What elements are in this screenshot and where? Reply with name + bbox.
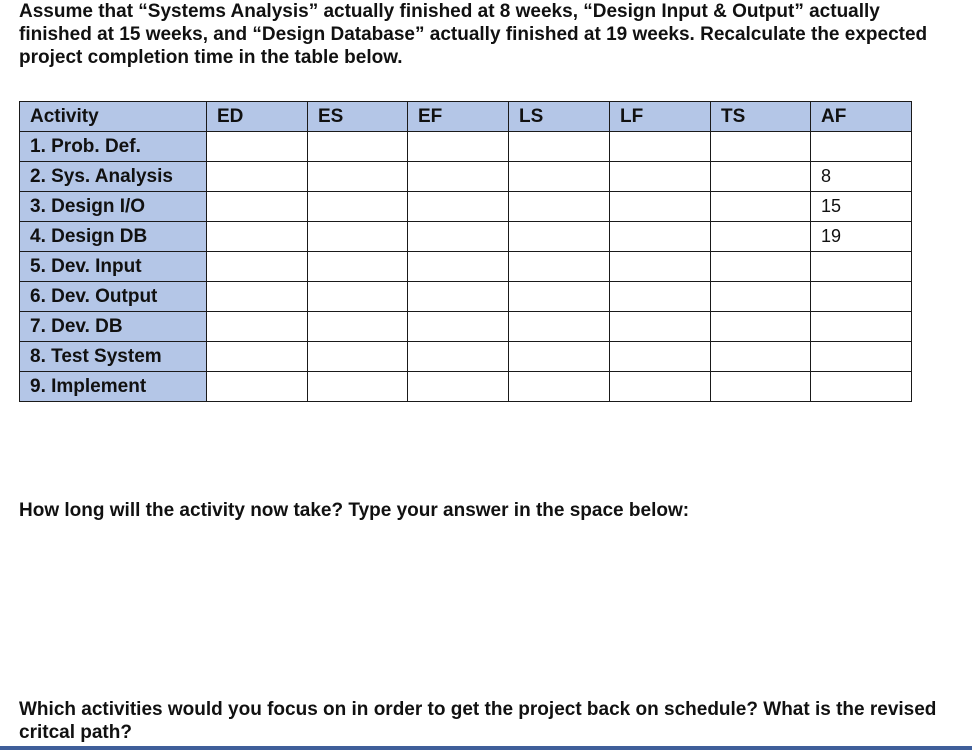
es-cell[interactable] bbox=[308, 252, 408, 282]
ts-cell[interactable] bbox=[711, 312, 811, 342]
ef-cell[interactable] bbox=[408, 222, 509, 252]
ed-cell[interactable] bbox=[207, 312, 308, 342]
ed-cell[interactable] bbox=[207, 342, 308, 372]
table-row bbox=[20, 162, 912, 192]
ed-cell[interactable] bbox=[207, 222, 308, 252]
ed-cell[interactable] bbox=[207, 252, 308, 282]
bottom-border-bar bbox=[0, 746, 972, 750]
table-row bbox=[20, 132, 912, 162]
lf-cell[interactable] bbox=[610, 282, 711, 312]
ls-cell[interactable] bbox=[509, 342, 610, 372]
af-cell[interactable] bbox=[811, 252, 912, 282]
es-cell[interactable] bbox=[308, 312, 408, 342]
lf-cell[interactable] bbox=[610, 162, 711, 192]
lf-cell[interactable] bbox=[610, 132, 711, 162]
ed-cell[interactable] bbox=[207, 192, 308, 222]
ls-cell[interactable] bbox=[509, 132, 610, 162]
es-cell[interactable] bbox=[308, 162, 408, 192]
header-activity: Activity bbox=[20, 102, 207, 132]
ts-cell[interactable] bbox=[711, 282, 811, 312]
af-cell[interactable]: 8 bbox=[811, 162, 912, 192]
af-cell[interactable] bbox=[811, 312, 912, 342]
ls-cell[interactable] bbox=[509, 222, 610, 252]
af-cell[interactable] bbox=[811, 132, 912, 162]
table-row bbox=[20, 192, 912, 222]
lf-cell[interactable] bbox=[610, 222, 711, 252]
ef-cell[interactable] bbox=[408, 282, 509, 312]
activity-name: 3. Design I/O bbox=[20, 192, 207, 222]
ls-cell[interactable] bbox=[509, 312, 610, 342]
ed-cell[interactable] bbox=[207, 132, 308, 162]
ef-cell[interactable] bbox=[408, 312, 509, 342]
es-cell[interactable] bbox=[308, 342, 408, 372]
instructions-text: Assume that “Systems Analysis” actually finished at 8 weeks, “Design Input & Output” actually finished at 15 weeks, and “Design Database” actually finished at 19 weeks. Recalculate the expected project completion time in the table below. bbox=[19, 1, 928, 68]
ef-cell[interactable] bbox=[408, 342, 509, 372]
schedule-table bbox=[19, 101, 912, 402]
ts-cell[interactable] bbox=[711, 222, 811, 252]
ed-cell[interactable] bbox=[207, 282, 308, 312]
ls-cell[interactable] bbox=[509, 372, 610, 402]
ed-cell[interactable] bbox=[207, 372, 308, 402]
es-cell[interactable] bbox=[308, 192, 408, 222]
activity-name: 7. Dev. DB bbox=[20, 312, 207, 342]
duration-question: How long will the activity now take? Type your answer in the space below: bbox=[19, 500, 690, 521]
activity-name: 9. Implement bbox=[20, 372, 207, 402]
lf-cell[interactable] bbox=[610, 372, 711, 402]
ef-cell[interactable] bbox=[408, 252, 509, 282]
table-row bbox=[20, 222, 912, 252]
ts-cell[interactable] bbox=[711, 192, 811, 222]
ed-cell[interactable] bbox=[207, 162, 308, 192]
lf-cell[interactable] bbox=[610, 192, 711, 222]
ls-cell[interactable] bbox=[509, 252, 610, 282]
header-ts: TS bbox=[711, 102, 811, 132]
ef-cell[interactable] bbox=[408, 192, 509, 222]
af-cell[interactable] bbox=[811, 282, 912, 312]
ls-cell[interactable] bbox=[509, 162, 610, 192]
activity-name: 2. Sys. Analysis bbox=[20, 162, 207, 192]
header-lf: LF bbox=[610, 102, 711, 132]
table-row bbox=[20, 342, 912, 372]
es-cell[interactable] bbox=[308, 222, 408, 252]
es-cell[interactable] bbox=[308, 372, 408, 402]
ef-cell[interactable] bbox=[408, 162, 509, 192]
table-row bbox=[20, 282, 912, 312]
ts-cell[interactable] bbox=[711, 162, 811, 192]
activity-name: 6. Dev. Output bbox=[20, 282, 207, 312]
header-ed: ED bbox=[207, 102, 308, 132]
ls-cell[interactable] bbox=[509, 282, 610, 312]
ts-cell[interactable] bbox=[711, 252, 811, 282]
table-row bbox=[20, 372, 912, 402]
lf-cell[interactable] bbox=[610, 252, 711, 282]
af-cell[interactable]: 15 bbox=[811, 192, 912, 222]
ts-cell[interactable] bbox=[711, 342, 811, 372]
lf-cell[interactable] bbox=[610, 312, 711, 342]
header-af: AF bbox=[811, 102, 912, 132]
header-ls: LS bbox=[509, 102, 610, 132]
header-es: ES bbox=[308, 102, 408, 132]
header-ef: EF bbox=[408, 102, 509, 132]
activity-name: 5. Dev. Input bbox=[20, 252, 207, 282]
af-cell[interactable] bbox=[811, 372, 912, 402]
af-cell[interactable] bbox=[811, 342, 912, 372]
critical-path-question: Which activities would you focus on in order to get the project back on schedule? What is the revised critcal path? bbox=[19, 699, 937, 743]
ef-cell[interactable] bbox=[408, 132, 509, 162]
es-cell[interactable] bbox=[308, 282, 408, 312]
activity-name: 1. Prob. Def. bbox=[20, 132, 207, 162]
ts-cell[interactable] bbox=[711, 372, 811, 402]
ls-cell[interactable] bbox=[509, 192, 610, 222]
activity-name: 4. Design DB bbox=[20, 222, 207, 252]
table-row bbox=[20, 252, 912, 282]
es-cell[interactable] bbox=[308, 132, 408, 162]
duration-answer-area[interactable] bbox=[19, 528, 949, 688]
ts-cell[interactable] bbox=[711, 132, 811, 162]
lf-cell[interactable] bbox=[610, 342, 711, 372]
table-row bbox=[20, 312, 912, 342]
af-cell[interactable]: 19 bbox=[811, 222, 912, 252]
ef-cell[interactable] bbox=[408, 372, 509, 402]
table-header-row bbox=[20, 102, 912, 132]
activity-name: 8. Test System bbox=[20, 342, 207, 372]
